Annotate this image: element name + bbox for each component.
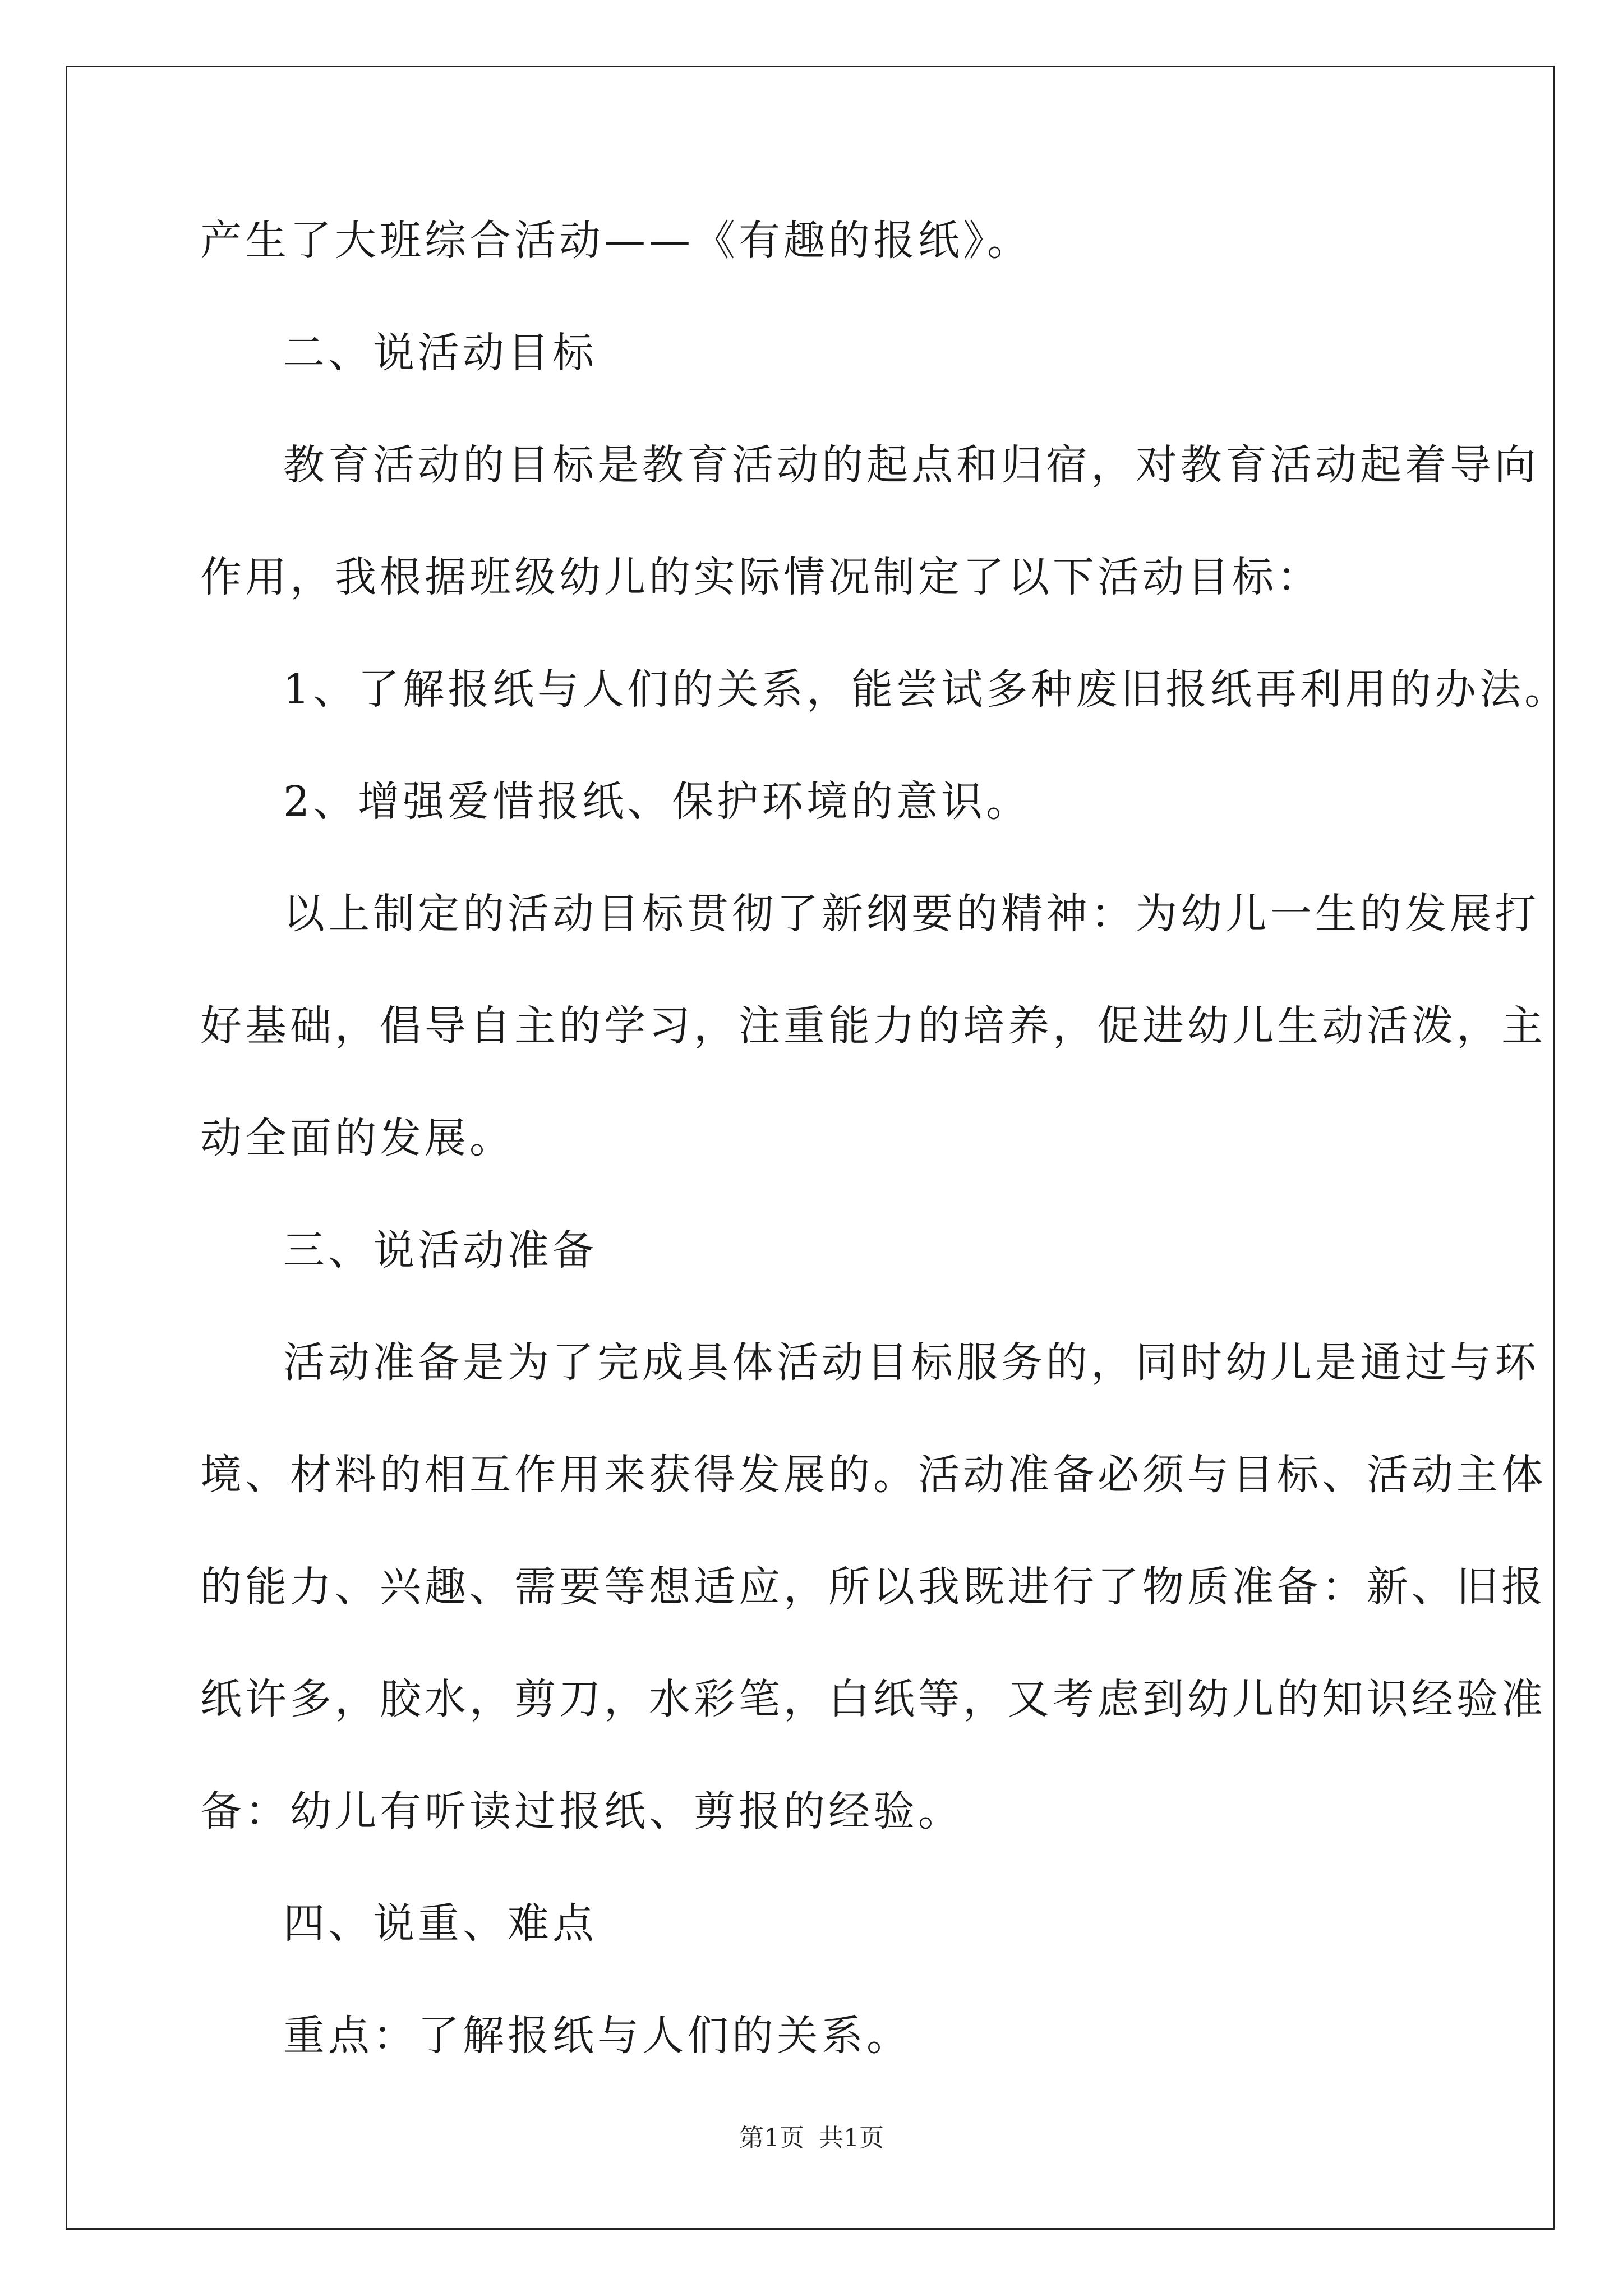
text-line: 作用，我根据班级幼儿的实际情况制定了以下活动目标： xyxy=(200,553,1322,601)
text-line: 备：幼儿有听读过报纸、剪报的经验。 xyxy=(200,1787,963,1835)
text-line: 动全面的发展。 xyxy=(200,1114,514,1162)
text-line: 境、材料的相互作用来获得发展的。活动准备必须与目标、活动主体 xyxy=(200,1451,1546,1499)
text-line: 产生了大班综合活动——《有趣的报纸》。 xyxy=(200,217,1032,265)
text-line: 教育活动的目标是教育活动的起点和归宿，对教育活动起着导向 xyxy=(283,441,1539,489)
page-number: 第1页 xyxy=(739,2124,804,2152)
page-footer xyxy=(0,2126,1623,2151)
text-line: 好基础，倡导自主的学习，注重能力的培养，促进幼儿生动活泼，主 xyxy=(200,1002,1546,1050)
list-item: 1、了解报纸与人们的关系，能尝试多种废旧报纸再利用的办法。 xyxy=(283,665,1570,714)
list-item: 2、增强爱惜报纸、保护环境的意识。 xyxy=(283,777,1031,826)
section-heading: 四、说重、难点 xyxy=(283,1899,597,1948)
section-heading: 二、说活动目标 xyxy=(283,329,597,377)
text-line: 重点：了解报纸与人们的关系。 xyxy=(283,2012,911,2060)
text-line: 纸许多，胶水，剪刀，水彩笔，白纸等，又考虑到幼儿的知识经验准 xyxy=(200,1675,1546,1723)
text-line: 活动准备是为了完成具体活动目标服务的，同时幼儿是通过与环 xyxy=(283,1338,1539,1387)
text-line: 以上制定的活动目标贯彻了新纲要的精神：为幼儿一生的发展打 xyxy=(283,890,1539,938)
text-line: 的能力、兴趣、需要等想适应，所以我既进行了物质准备：新、旧报 xyxy=(200,1563,1546,1611)
page-total: 共1页 xyxy=(819,2124,884,2152)
section-heading: 三、说活动准备 xyxy=(283,1226,597,1274)
